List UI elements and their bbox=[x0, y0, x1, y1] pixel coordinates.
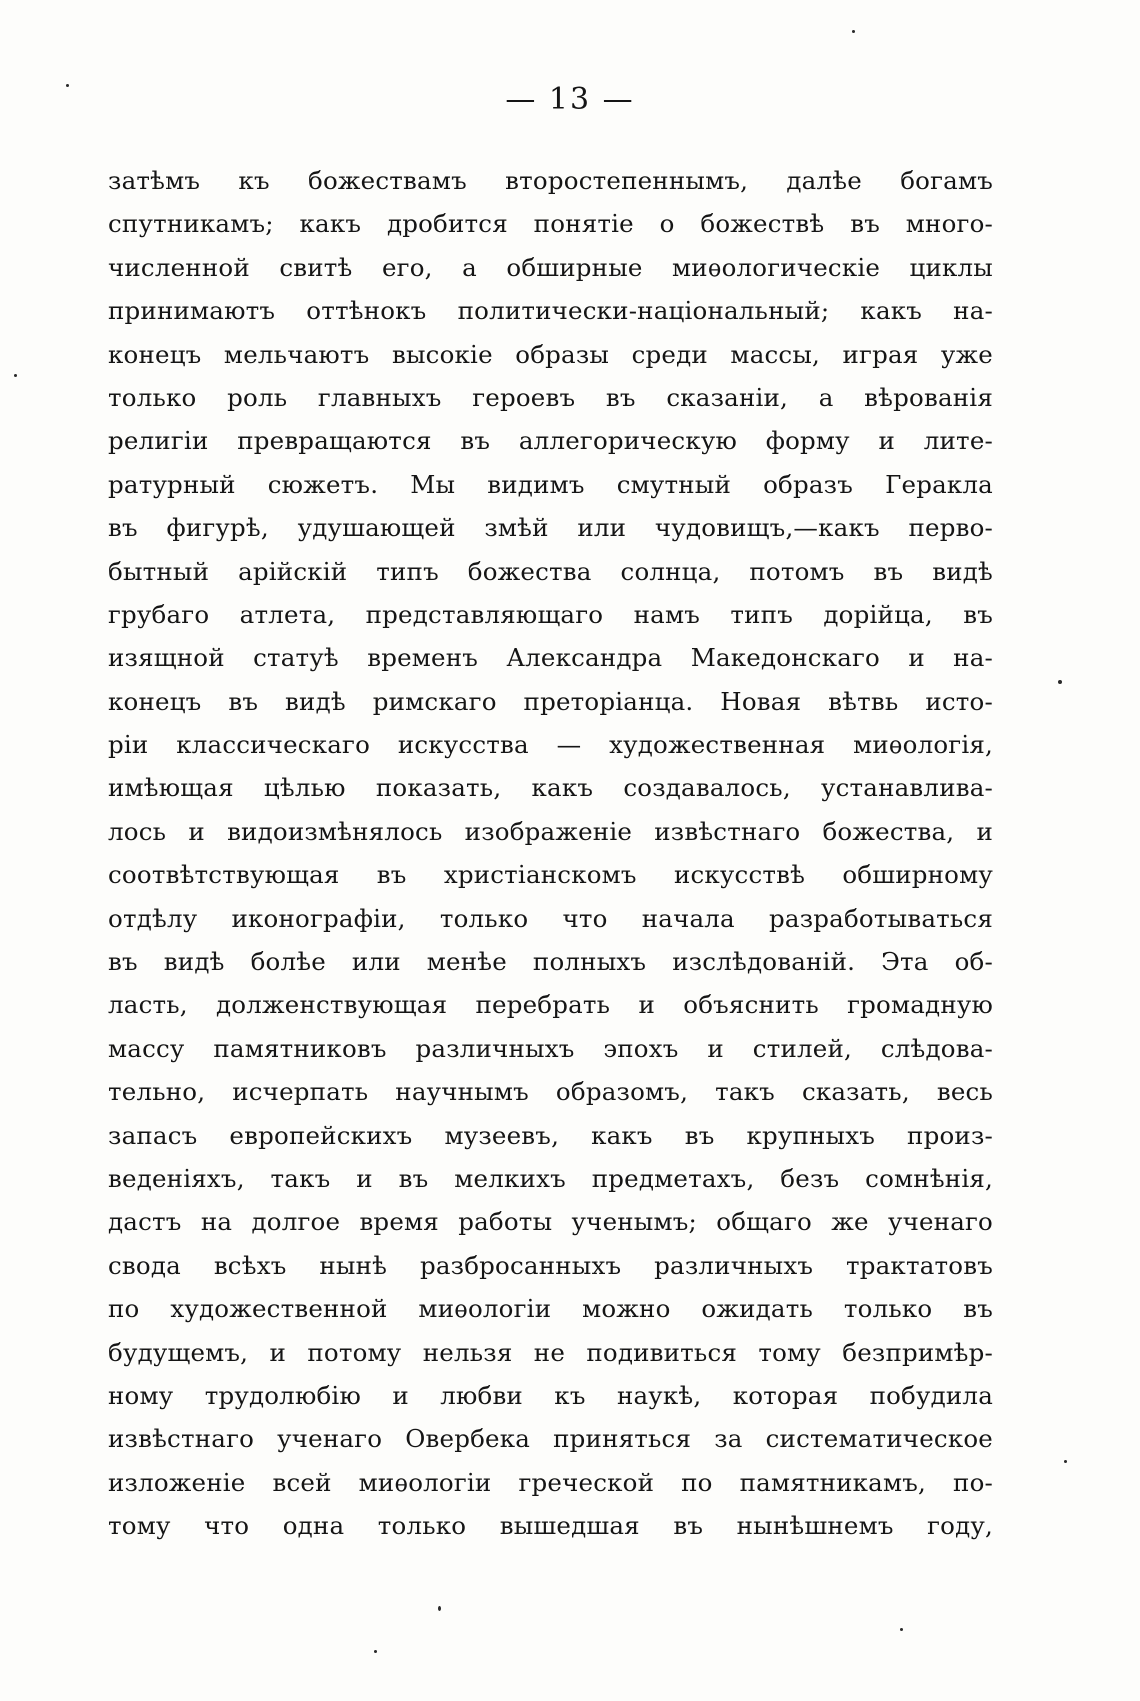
scan-speck bbox=[900, 1628, 903, 1631]
text-line: массу памятниковъ различныхъ эпохъ и стилей, слѣдова- bbox=[108, 1033, 993, 1063]
text-line: тельно, исчерпать научнымъ образомъ, такъ сказать, весь bbox=[108, 1077, 993, 1107]
scan-speck bbox=[1058, 680, 1062, 684]
text-line: дастъ на долгое время работы ученымъ; общаго же ученаго bbox=[108, 1207, 993, 1237]
text-line: принимаютъ оттѣнокъ политически-національный; какъ на- bbox=[108, 296, 993, 326]
text-line: конецъ мельчаютъ высокіе образы среди массы, играя уже bbox=[108, 339, 993, 369]
text-line: тому что одна только вышедшая въ нынѣшнемъ году, bbox=[108, 1511, 993, 1541]
text-line: грубаго атлета, представляющаго намъ типъ дорійца, въ bbox=[108, 599, 993, 629]
scan-speck bbox=[438, 1606, 441, 1611]
body-text bbox=[108, 159, 993, 1548]
text-line: спутникамъ; какъ дробится понятіе о божествѣ въ много- bbox=[108, 209, 993, 239]
text-line: только роль главныхъ героевъ въ сказаніи, а вѣрованія bbox=[108, 382, 993, 412]
text-line: веденіяхъ, такъ и въ мелкихъ предметахъ, безъ сомнѣнія, bbox=[108, 1163, 993, 1193]
text-line: изящной статуѣ временъ Александра Македонскаго и на- bbox=[108, 643, 993, 673]
text-line: ратурный сюжетъ. Мы видимъ смутный образъ Геракла bbox=[108, 469, 993, 499]
text-line: соотвѣтствующая въ христіанскомъ искусствѣ обширному bbox=[108, 860, 993, 890]
text-line: ріи классическаго искусства — художественная миѳологія, bbox=[108, 730, 993, 760]
text-line: изложеніе всей миѳологіи греческой по памятникамъ, по- bbox=[108, 1467, 993, 1497]
text-line: извѣстнаго ученаго Овербека приняться за систематическое bbox=[108, 1424, 993, 1454]
text-line: свода всѣхъ нынѣ разбросанныхъ различныхъ трактатовъ bbox=[108, 1250, 993, 1280]
text-line: запасъ европейскихъ музеевъ, какъ въ крупныхъ произ- bbox=[108, 1120, 993, 1150]
text-line: лось и видоизмѣнялось изображеніе извѣстнаго божества, и bbox=[108, 816, 993, 846]
text-line: отдѣлу иконографіи, только что начала разработываться bbox=[108, 903, 993, 933]
text-line: затѣмъ къ божествамъ второстепеннымъ, далѣе богамъ bbox=[108, 166, 993, 195]
text-line: имѣющая цѣлью показать, какъ создавалось, устанавлива- bbox=[108, 773, 993, 803]
page-number: — 13 — bbox=[505, 82, 635, 117]
scan-speck bbox=[852, 30, 855, 33]
text-line: численной свитѣ его, а обширные миѳологическіе циклы bbox=[108, 252, 993, 282]
text-line: конецъ въ видѣ римскаго преторіанца. Новая вѣтвь исто- bbox=[108, 686, 993, 716]
scan-speck bbox=[1064, 1460, 1067, 1463]
scan-speck bbox=[66, 84, 69, 87]
text-line: будущемъ, и потому нельзя не подивиться тому безпримѣр- bbox=[108, 1337, 993, 1367]
scan-speck bbox=[374, 1650, 377, 1653]
text-line: по художественной миѳологіи можно ожидать только въ bbox=[108, 1294, 993, 1324]
scan-speck bbox=[14, 374, 17, 377]
text-line: въ видѣ болѣе или менѣе полныхъ изслѣдованій. Эта об- bbox=[108, 947, 993, 977]
text-line: религіи превращаются въ аллегорическую форму и лите- bbox=[108, 426, 993, 456]
text-line: ному трудолюбію и любви къ наукѣ, которая побудила bbox=[108, 1380, 993, 1410]
text-line: бытный арійскій типъ божества солнца, потомъ въ видѣ bbox=[108, 556, 993, 586]
text-line: ласть, долженствующая перебрать и объяснить громадную bbox=[108, 990, 993, 1020]
text-line: въ фигурѣ, удушающей змѣй или чудовищъ,—какъ перво- bbox=[108, 513, 993, 543]
